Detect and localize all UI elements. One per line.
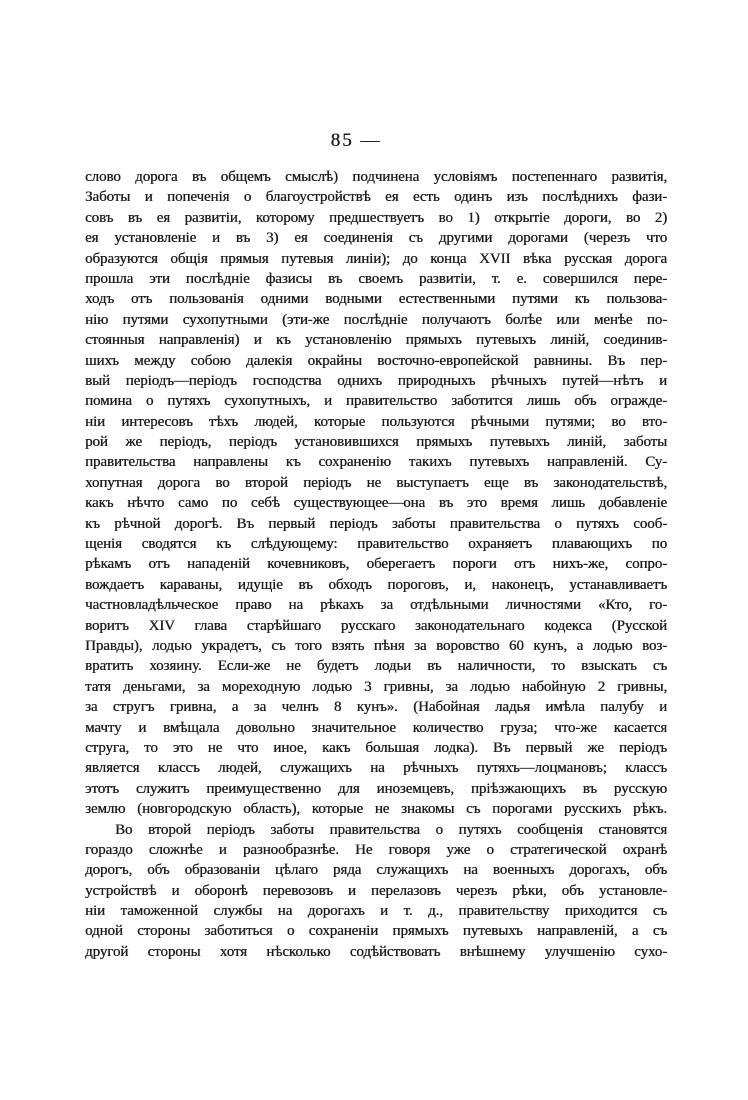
text-line: вождаетъ караваны, идущіе въ обходъ пороговъ, и, наконецъ, устанавливаетъ xyxy=(85,576,667,593)
text-line: ходъ отъ пользованія одними водными естественными путями къ пользова- xyxy=(85,291,667,308)
text-line: мачту и вмѣщала довольно значительное количество груза; что-же касается xyxy=(85,719,667,736)
text-line: правительства направлены къ сохраненію такихъ путевыхъ направленій. Су- xyxy=(85,454,667,471)
text-line: одной стороны заботиться о сохраненіи прямыхъ путевыхъ направленій, а съ xyxy=(85,923,667,940)
text-line: рой же періодъ, періодъ установившихся прямыхъ путевыхъ линій, заботы xyxy=(85,434,667,451)
text-line: рѣкамъ отъ нападеній кочевниковъ, оберегаетъ пороги отъ нихъ-же, сопро- xyxy=(85,556,667,573)
page-body xyxy=(85,167,667,962)
text-line: хопутная дорога во второй періодъ не выступаетъ еще въ законодательствѣ, xyxy=(85,474,667,491)
text-line: ея установленіе и въ 3) ея соединенія съ другими дорогами (черезъ что xyxy=(85,230,667,247)
text-line: прошла эти послѣдніе фазисы въ своемъ развитіи, т. е. совершился пере- xyxy=(85,270,667,287)
page-number: 85 — xyxy=(330,130,382,151)
text-line: Во второй періодъ заботы правительства о путяхъ сообщенія становятся xyxy=(115,821,667,838)
text-line: къ рѣчной дорогѣ. Въ первый періодъ заботы правительства о путяхъ сооб- xyxy=(85,515,667,532)
text-line: за стругъ гривна, а за челнъ 8 кунъ». (Набойная ладья имѣла палубу и xyxy=(85,699,667,716)
text-line: гораздо сложнѣе и разнообразнѣе. Не говоря уже о стратегической охранѣ xyxy=(85,841,667,858)
text-line: нію путями сухопутными (эти-же послѣдніе получаютъ болѣе или менѣе по- xyxy=(85,311,667,328)
text-line: вратить хозяину. Если-же не будетъ лодьи въ наличности, то взыскать съ xyxy=(85,658,667,675)
text-line: этотъ служитъ преимущественно для иноземцевъ, пріѣзжающихъ въ русскую xyxy=(85,780,667,797)
text-line: татя деньгами, за мореходную лодью 3 гривны, за лодью набойную 2 гривны, xyxy=(85,678,667,695)
text-line: щенія сводятся къ слѣдующему: правительство охраняетъ плавающихъ по xyxy=(85,536,667,553)
text-line: устройствѣ и оборонѣ перевозовъ и перелазовъ черезъ рѣки, объ установле- xyxy=(85,882,667,899)
text-line: Заботы и попеченія о благоустройствѣ ея есть одинъ изъ послѣднихъ фази- xyxy=(85,189,667,206)
text-line: совъ въ ея развитіи, которому предшествуетъ во 1) открытіе дороги, во 2) xyxy=(85,209,667,226)
text-line: является классъ людей, служащихъ на рѣчныхъ путяхъ—лоцмановъ; классъ xyxy=(85,760,667,777)
text-line: землю (новгородскую область), которые не знакомы съ порогами русскихъ рѣкъ. xyxy=(85,801,667,818)
text-line: образуются общія прямыя путевыя линіи); до конца XVII вѣка русская дорога xyxy=(85,250,667,267)
text-line: струга, то это не что иное, какъ большая лодка). Въ первый же періодъ xyxy=(85,739,667,756)
text-line: ніи таможенной службы на дорогахъ и т. д., правительству приходится съ xyxy=(85,903,667,920)
text-line: стоянныя направленія) и къ установленію прямыхъ путевыхъ линій, соединив- xyxy=(85,332,667,349)
text-line: Правды), лодью украдетъ, съ того взять пѣня за воровство 60 кунъ, а лодью воз- xyxy=(85,637,667,654)
text-line: дорогъ, объ образованіи цѣлаго ряда служащихъ на военныхъ дорогахъ, объ xyxy=(85,862,667,879)
text-line: шихъ между собою далекія окрайны восточно-европейской равнины. Въ пер- xyxy=(85,352,667,369)
text-line: вый періодъ—періодъ господства однихъ природныхъ рѣчныхъ путей—нѣтъ и xyxy=(85,372,667,389)
text-line: слово дорога въ общемъ смыслѣ) подчинена условіямъ постепеннаго развитія, xyxy=(85,169,667,185)
text-line: какъ нѣчто само по себѣ существующее—она въ это время лишь добавленіе xyxy=(85,495,667,512)
text-line: другой стороны хотя нѣсколько содѣйствовать внѣшнему улучшенію сухо- xyxy=(85,943,667,960)
text-line: воритъ XIV глава старѣйшаго русскаго законодательнаго кодекса (Русской xyxy=(85,617,667,634)
text-line: частновладѣльческое право на рѣкахъ за отдѣльными личностями «Кто, го- xyxy=(85,597,667,614)
text-line: ніи интересовъ тѣхъ людей, которые пользуются рѣчными путями; во вто- xyxy=(85,413,667,430)
text-line: помина о путяхъ сухопутныхъ, и правительство заботится лишь объ огражде- xyxy=(85,393,667,410)
